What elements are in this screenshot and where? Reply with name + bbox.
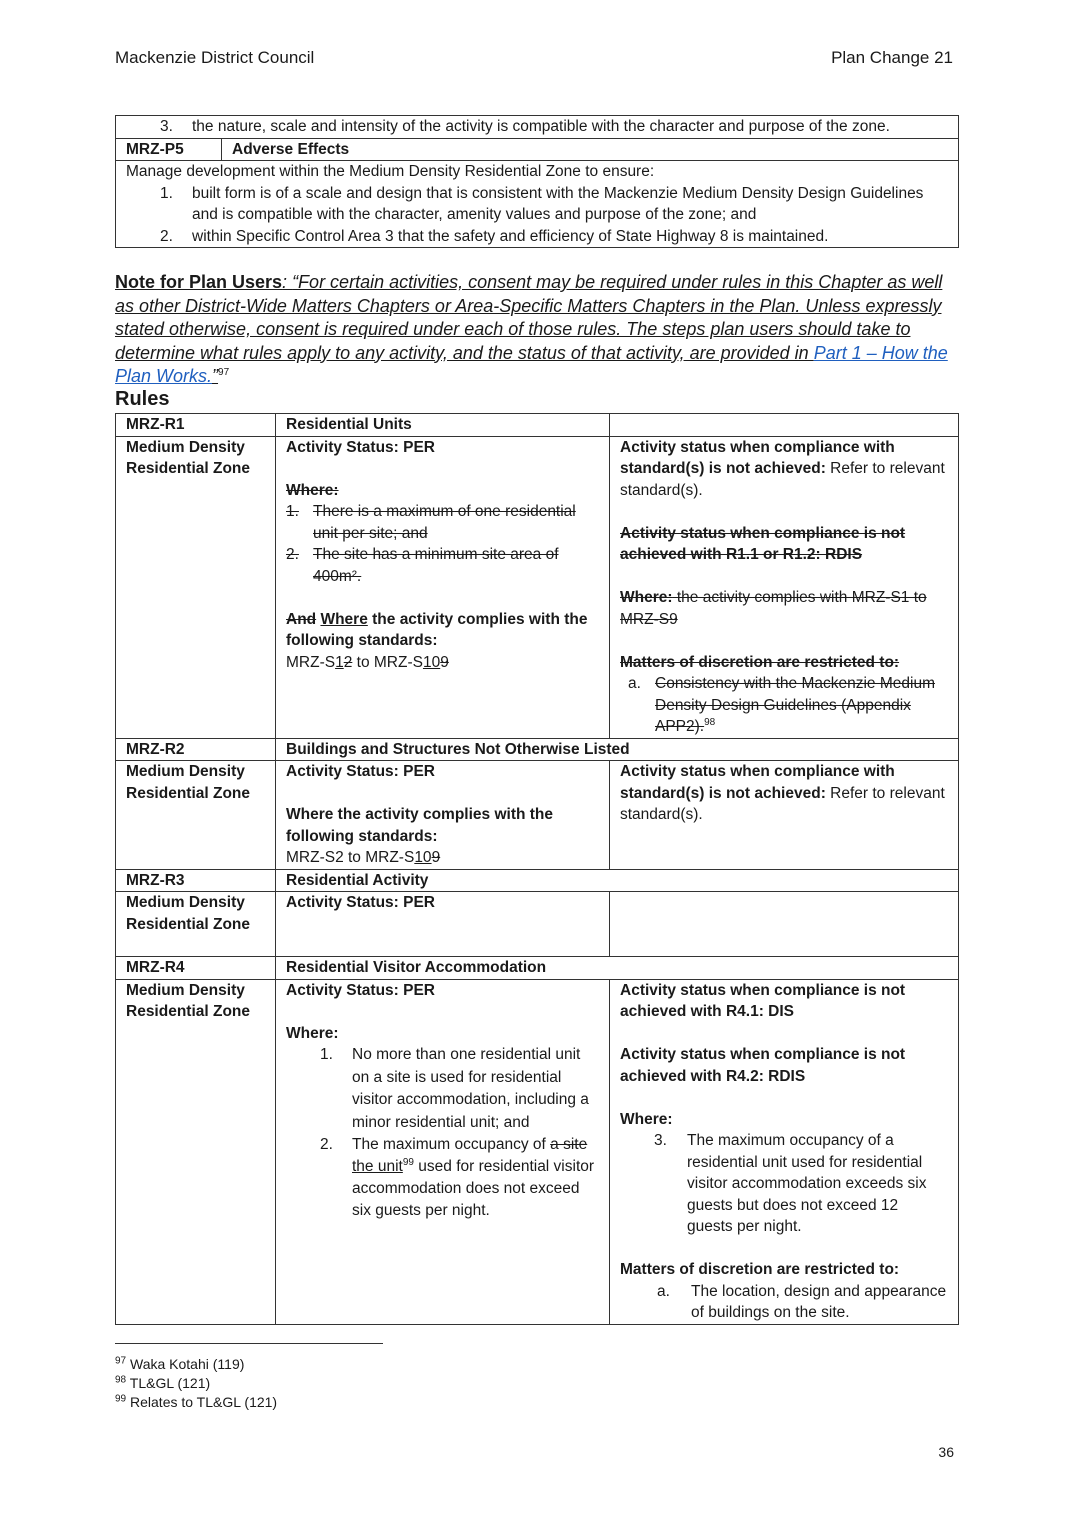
rule-r4-noncompliance: Activity status when compliance is not achieved with R4.1: DIS Activity status when compliance is not achieved with R4.2: RDIS Where: 3. The maximum occupancy of a residential unit used for residential visitor accommodation exceeds six guests but does not exceed 12 guests per night. Matters of discretion are restricted to: a. The location, design and appearance of buildings on the site. — [610, 979, 959, 1324]
note-text: “For certain activities, consent may be required under rules in this Chapter as well as other District-Wide Matters Chapters or Area-Specific Matters Chapters in the Plan. Unless expressly stated otherwise, consent is required under each of those rules. The steps plan users should take to determine what rules apply to any activity, and the status of that activity, are provided in — [115, 272, 943, 363]
rule-zone: Medium Density Residential Zone — [116, 892, 276, 957]
footnote-98: $^{98}$ TL&GL (121) — [115, 1374, 211, 1391]
page-number: 36 — [938, 1444, 954, 1460]
policy-body — [116, 161, 959, 248]
policy-table — [115, 115, 959, 248]
rule-r1-noncompliance: Activity status when compliance with standard(s) is not achieved: Refer to relevant standard(s). Activity status when compliance is not achieved with R1.1 or R1.2: RDIS Where: the activity complies with MRZ-S1 to MRZ-S9 Matters of discretion are restricted to: a. Consistency with the Mackenzie Medium Density Design Guidelines (Appendix APP2).$^{98}$ — [610, 436, 959, 738]
note-label: Note for Plan Users — [115, 272, 283, 292]
footnote-ref-99[interactable]: 99 — [402, 1156, 414, 1168]
rules-heading: Rules — [115, 388, 170, 410]
rule-r3-status: Activity Status: PER — [276, 892, 610, 957]
rule-title-r2: Buildings and Structures Not Otherwise Listed — [276, 738, 959, 761]
rule-code-r3: MRZ-R3 — [116, 869, 276, 892]
rule-code-r4: MRZ-R4 — [116, 957, 276, 980]
footnote-97: $^{97}$ Waka Kotahi (119) — [115, 1355, 245, 1372]
rule-zone: Medium Density Residential Zone — [116, 436, 276, 738]
header-plan-change: Plan Change 21 — [831, 48, 953, 67]
policy-prev-item: 3. the nature, scale and intensity of the activity is compatible with the character and purpose of the zone. — [116, 116, 959, 139]
rule-title-r4: Residential Visitor Accommodation — [276, 957, 959, 980]
policy-item: 2. within Specific Control Area 3 that the safety and efficiency of State Highway 8 is maintained. — [160, 227, 829, 245]
rule-zone: Medium Density Residential Zone — [116, 761, 276, 870]
rules-table — [115, 413, 959, 1325]
rule-title-r1: Residential Units — [276, 414, 610, 437]
policy-item: 1. built form is of a scale and design that is consistent with the Mackenzie Medium Density Design Guidelines and is compatible with the character, amenity values and purpose of the zone; and — [160, 184, 924, 223]
footnote-ref-98[interactable]: 98 — [704, 716, 716, 728]
rule-r1-conditions: Activity Status: PER Where: 1. There is a maximum of one residential unit per site; and 2. The site has a minimum site area of 400m². And Where the activity complies with the following standards: MRZ-S12 to MRZ-S109 — [276, 436, 610, 738]
rule-r2-conditions: Activity Status: PER Where the activity complies with the following standards: MRZ-S2 to MRZ-S109 — [276, 761, 610, 870]
part1-link[interactable]: Part 1 – How the Plan Works. — [115, 342, 948, 386]
footnote-ref-97[interactable]: 97 — [218, 367, 230, 378]
footnote-99: $^{99}$ Relates to TL&GL (121) — [115, 1393, 278, 1410]
rule-code-r1: MRZ-R1 — [116, 414, 276, 437]
rule-title-r3: Residential Activity — [276, 869, 959, 892]
policy-intro: Manage development within the Medium Density Residential Zone to ensure: — [126, 163, 655, 180]
plan-users-note: Note for Plan Users: “For certain activities, consent may be required under rules in this Chapter as well as other District-Wide Matters Chapters or Area-Specific Matters Chapters in the Plan. Unless expressly stated otherwise, consent is required under each of those rules. The steps plan users should take to determine what rules apply to any activity, and the status of that activity, are provided in Part 1 – How the Plan Works.”$^{97}$ — [115, 272, 948, 386]
rule-code-r2: MRZ-R2 — [116, 738, 276, 761]
r1-standards: MRZ-S12 to MRZ-S109 — [286, 653, 449, 671]
policy-title: Adverse Effects — [222, 138, 959, 161]
footnote-separator — [115, 1343, 383, 1344]
rule-zone: Medium Density Residential Zone — [116, 979, 276, 1324]
policy-code: MRZ-P5 — [116, 138, 222, 161]
rule-r4-conditions: Activity Status: PER Where: 1. No more than one residential unit on a site is used for residential visitor accommodation, including a minor residential unit; and 2. The maximum occupancy of a site the unit$^{99}$ used for residential visitor accommodation does not exceed six guests per night. — [276, 979, 610, 1324]
header-council: Mackenzie District Council — [115, 48, 315, 67]
rule-r2-noncompliance: Activity status when compliance with standard(s) is not achieved: Refer to relevant standard(s). — [610, 761, 959, 870]
